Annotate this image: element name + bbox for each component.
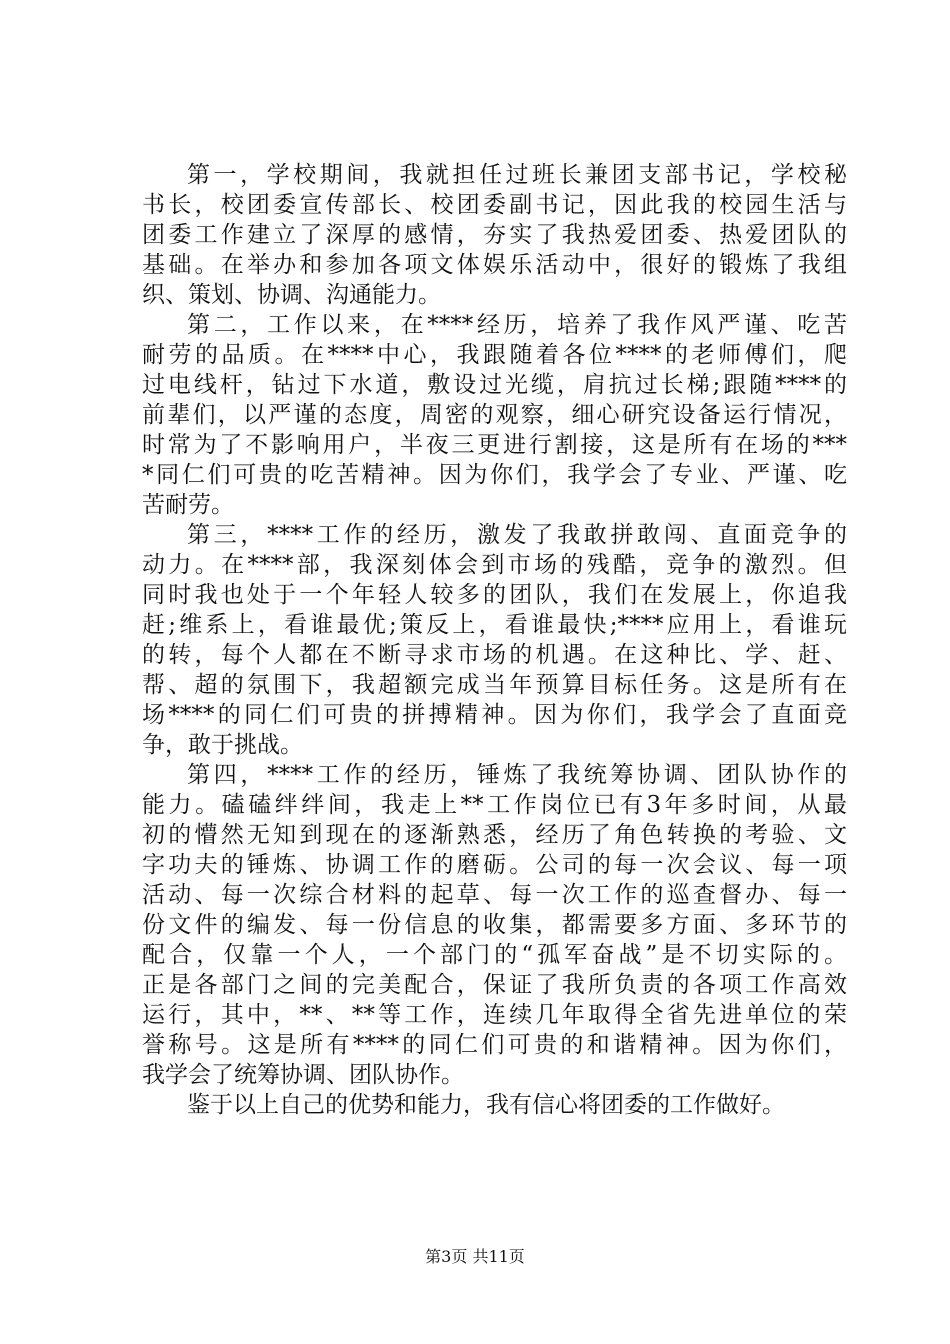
paragraph-4-line-11: 我学会了统筹协调、团队协作。 (142, 1062, 464, 1088)
paragraph-2-line-5: 时常为了不影响用户，半夜三更进行割接，这是所有在场的*** (142, 432, 847, 458)
paragraph-4-line-7: 配合，仅靠一个人，一个部门的“孤军奋战”是不切实际的。 (142, 942, 847, 968)
paragraph-1-line-2: 书长，校团委宣传部长、校团委副书记，因此我的校园生活与 (142, 192, 847, 218)
paragraph-1-line-5: 织、策划、协调、沟通能力。 (142, 282, 441, 308)
paragraph-4-line-3: 初的懵然无知到现在的逐渐熟悉，经历了角色转换的考验、文 (142, 822, 847, 848)
paragraph-3-line-3: 同时我也处于一个年轻人较多的团队，我们在发展上，你追我 (142, 582, 847, 608)
paragraph-4-line-6: 份文件的编发、每一份信息的收集，都需要多方面、多环节的 (142, 912, 847, 938)
paragraph-3-line-1: 第三，****工作的经历，激发了我敢拼敢闯、直面竞争的 (187, 522, 847, 548)
paragraph-2-line-4: 前辈们，以严谨的态度，周密的观察，细心研究设备运行情况， (142, 402, 847, 428)
paragraph-3-line-2: 动力。在****部，我深刻体会到市场的残酷，竞争的激烈。但 (142, 552, 847, 578)
paragraph-3-line-7: 场****的同仁们可贵的拼搏精神。因为你们，我学会了直面竞 (142, 702, 847, 728)
paragraph-1-line-1: 第一，学校期间，我就担任过班长兼团支部书记，学校秘 (187, 162, 847, 188)
paragraph-2-line-6: *同仁们可贵的吃苦精神。因为你们，我学会了专业、严谨、吃 (142, 462, 847, 488)
paragraph-1-line-3: 团委工作建立了深厚的感情，夯实了我热爱团委、热爱团队的 (142, 222, 847, 248)
paragraph-3-line-6: 帮、超的氛围下，我超额完成当年预算目标任务。这是所有在 (142, 672, 847, 698)
paragraph-5-line-1: 鉴于以上自己的优势和能力，我有信心将团委的工作做好。 (187, 1092, 785, 1118)
page-footer: 第3页 共11页 (425, 1247, 525, 1266)
paragraph-3-line-5: 的转，每个人都在不断寻求市场的机遇。在这种比、学、赶、 (142, 642, 847, 668)
paragraph-2-line-3: 过电线杆，钻过下水道，敷设过光缆，肩抗过长梯;跟随****的 (142, 372, 847, 398)
paragraph-4-line-1: 第四，****工作的经历，锤炼了我统筹协调、团队协作的 (187, 762, 847, 788)
paragraph-4-line-8: 正是各部门之间的完美配合，保证了我所负责的各项工作高效 (142, 972, 847, 998)
paragraph-4-line-4: 字功夫的锤炼、协调工作的磨砺。公司的每一次会议、每一项 (142, 852, 847, 878)
document-body (142, 160, 847, 1120)
paragraph-4-line-10: 誉称号。这是所有****的同仁们可贵的和谐精神。因为你们， (142, 1032, 847, 1058)
paragraph-2-line-2: 耐劳的品质。在****中心，我跟随着各位****的老师傅们，爬 (142, 342, 847, 368)
paragraph-1-line-4: 基础。在举办和参加各项文体娱乐活动中，很好的锻炼了我组 (142, 252, 847, 278)
paragraph-2-line-7: 苦耐劳。 (142, 492, 234, 518)
paragraph-4-line-9: 运行，其中，**、**等工作，连续几年取得全省先进单位的荣 (142, 1002, 847, 1028)
paragraph-3-line-4: 赶;维系上，看谁最优;策反上，看谁最快;****应用上，看谁玩 (142, 612, 847, 638)
paragraph-4-line-2: 能力。磕磕绊绊间，我走上**工作岗位已有3年多时间，从最 (142, 792, 847, 818)
paragraph-3-line-8: 争，敢于挑战。 (142, 732, 303, 758)
paragraph-4-line-5: 活动、每一次综合材料的起草、每一次工作的巡查督办、每一 (142, 882, 847, 908)
paragraph-2-line-1: 第二，工作以来，在****经历，培养了我作风严谨、吃苦 (187, 312, 847, 338)
